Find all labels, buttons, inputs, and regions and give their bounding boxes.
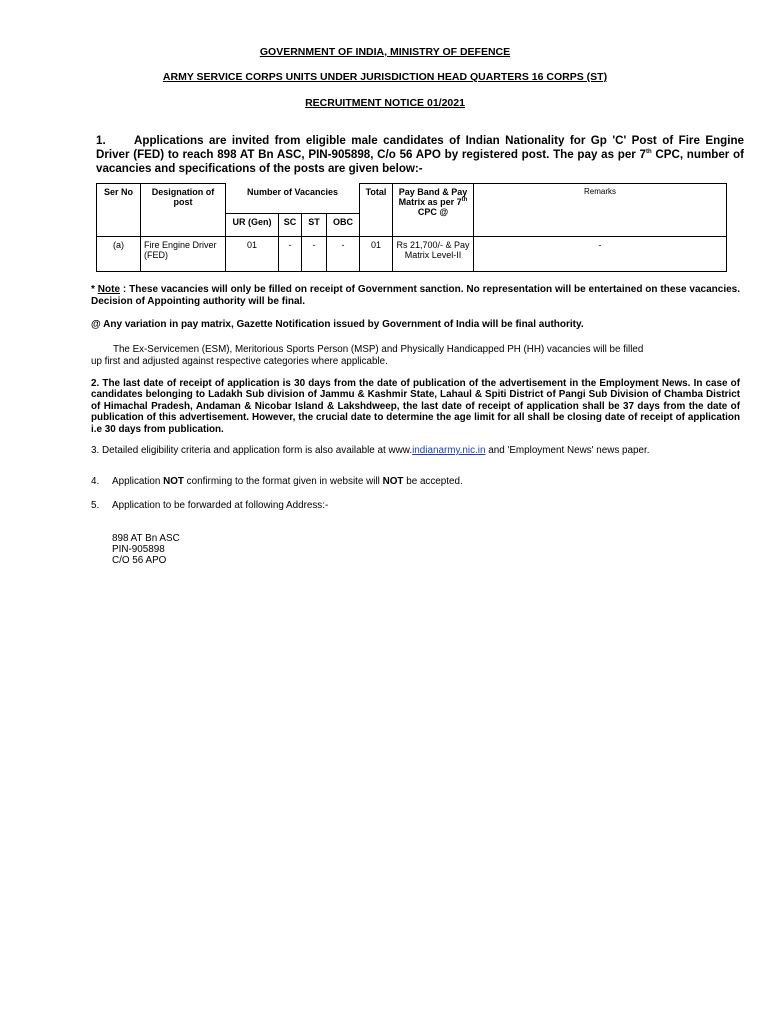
paragraph-4-text-b: confirming to the format given in website will: [183, 476, 383, 487]
paragraph-3-text-b: and 'Employment News' news paper.: [485, 445, 650, 456]
header-remarks: Remarks: [474, 184, 727, 237]
header-ser-no: Ser No: [97, 184, 141, 237]
paragraph-4-number: 4.: [91, 476, 100, 487]
esm-note: [91, 344, 740, 368]
cell-remarks: -: [474, 237, 727, 272]
note-text: : These vacancies will only be filled on receipt of Government sanction. No representation will be entertained on these vacancies. Decision of Appointing authority will be final.: [91, 284, 741, 307]
paragraph-4-bold-2: NOT: [382, 476, 404, 487]
header-ministry: GOVERNMENT OF INDIA, MINISTRY OF DEFENCE: [259, 46, 511, 58]
cell-designation: Fire Engine Driver (FED): [141, 237, 226, 272]
paragraph-3-text-a: 3. Detailed eligibility criteria and application form is also available at www.: [91, 445, 413, 456]
esm-note-line2: up first and adjusted against respective categories where applicable.: [91, 356, 388, 367]
paragraph-4-text-a: Application: [112, 476, 164, 487]
cell-obc: -: [327, 237, 360, 272]
website-link[interactable]: indianarmy.nic.in: [412, 445, 486, 456]
table-header-row: [97, 184, 727, 214]
esm-note-line1: The Ex-Servicemen (ESM), Meritorious Sports Person (MSP) and Physically Handicapped PH (HH) vacancies will be filled: [113, 344, 644, 355]
header-designation: Designation of post: [141, 184, 226, 237]
note-label: Note: [97, 284, 121, 295]
paragraph-4-text-c: be accepted.: [403, 476, 463, 487]
header-ur-gen: UR (Gen): [226, 214, 279, 237]
paragraph-1-text-b: CPC, number of vacancies and specifications of the posts are given below:-: [96, 148, 744, 175]
paragraph-1-number: 1.: [96, 134, 106, 147]
header-pay-band-a: Pay Band & Pay Matrix as per 7: [398, 187, 468, 207]
address-line-3: C/O 56 APO: [112, 555, 167, 566]
cell-pay: Rs 21,700/- & Pay Matrix Level-II: [393, 237, 474, 272]
cell-ser: (a): [97, 237, 141, 272]
vacancy-table: [96, 183, 727, 272]
paragraph-5: [91, 500, 740, 512]
header-units: ARMY SERVICE CORPS UNITS UNDER JURISDICTION HEAD QUARTERS 16 CORPS (ST): [162, 71, 608, 83]
note-star: *: [91, 284, 98, 295]
cell-sc: -: [279, 237, 302, 272]
paragraph-1-text-a: Applications are invited from eligible male candidates of Indian Nationality for Gp 'C' Post of Fire Engine Driver (FED) to reach 898 AT Bn ASC, PIN-905898, C/o 56 APO by registered post. The pay as per 7: [96, 134, 744, 161]
paragraph-5-text: Application to be forwarded at following Address:-: [112, 500, 329, 511]
table-row: [97, 237, 727, 272]
address-line-1: 898 AT Bn ASC: [112, 533, 180, 544]
note-paragraph: [91, 284, 740, 308]
address-line-2: PIN-905898: [112, 544, 165, 555]
paragraph-1: [96, 134, 744, 176]
paragraph-2: 2. The last date of receipt of application is 30 days from the date of publication of the advertisement in the Employment News. In case of candidates belonging to Ladakh Sub division of Jammu & Kashmir State, Lahaul & Spiti District of Pangi Sub Division of Chamba District of Himachal Pradesh, Andaman & Nicobar Island & Lakshdweep, the last date of receipt of application shall be 37 days from the date of publication of this advertisement. However, the crucial date to determine the age limit for all shall be closing date of receipt of application i.e 30 days from publication.: [91, 378, 740, 435]
paragraph-3: [91, 445, 740, 457]
cell-ur: 01: [226, 237, 279, 272]
header-pay-band: [393, 184, 474, 237]
cell-total: 01: [360, 237, 393, 272]
paragraph-4: [91, 476, 740, 488]
paragraph-5-number: 5.: [91, 500, 100, 511]
header-notice-title: RECRUITMENT NOTICE 01/2021: [305, 97, 465, 109]
pay-matrix-note: @ Any variation in pay matrix, Gazette Notification issued by Government of India will be final authority.: [91, 319, 584, 330]
header-total: Total: [360, 184, 393, 237]
header-sc: SC: [279, 214, 302, 237]
header-st: ST: [302, 214, 327, 237]
header-obc: OBC: [327, 214, 360, 237]
header-number-of-vacancies: Number of Vacancies: [226, 184, 360, 214]
paragraph-4-bold-1: NOT: [163, 476, 184, 487]
header-pay-band-sup: th: [461, 197, 468, 203]
postal-address: [112, 533, 180, 566]
paragraph-1-sup: th: [645, 149, 652, 156]
cell-st: -: [302, 237, 327, 272]
header-pay-band-b: CPC @: [417, 207, 449, 217]
